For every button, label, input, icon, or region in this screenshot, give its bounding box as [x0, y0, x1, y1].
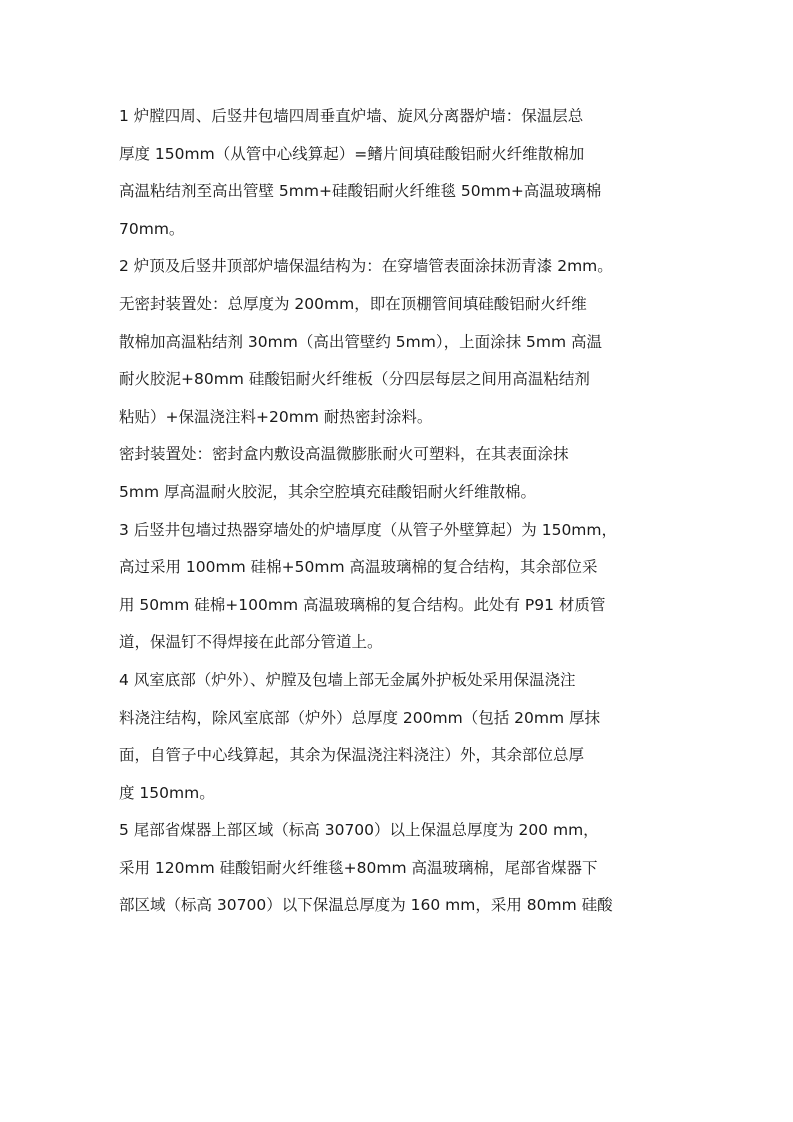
- text-line: 无密封装置处：总厚度为 200mm，即在顶棚管间填硅酸铝耐火纤维: [119, 294, 587, 313]
- text-line: 采用 120mm 硅酸铝耐火纤维毯+80mm 高温玻璃棉，尾部省煤器下: [119, 858, 598, 877]
- text-line: 料浇注结构，除风室底部（炉外）总厚度 200mm（包括 20mm 厚抹: [119, 708, 600, 727]
- paragraph-4: [119, 662, 685, 812]
- text-line: 4 风室底部（炉外）、炉膛及包墙上部无金属外护板处采用保温浇注: [119, 670, 576, 689]
- text-line: 粘贴）+保温浇注料+20mm 耐热密封涂料。: [119, 407, 433, 426]
- text-line: 部区域（标高 30700）以下保温总厚度为 160 mm，采用 80mm 硅酸: [119, 896, 613, 915]
- text-line: 度 150mm。: [119, 783, 215, 802]
- paragraph-seal: [119, 436, 685, 511]
- text-line: 耐火胶泥+80mm 硅酸铝耐火纤维板（分四层每层之间用高温粘结剂: [119, 370, 590, 389]
- paragraph-3: [119, 512, 685, 662]
- paragraph-no-seal: [119, 286, 685, 436]
- text-line: 5mm 厚高温耐火胶泥，其余空腔填充硅酸铝耐火纤维散棉。: [119, 482, 536, 501]
- text-line: 70mm。: [119, 219, 185, 238]
- text-line: 3 后竖井包墙过热器穿墙处的炉墙厚度（从管子外壁算起）为 150mm，: [119, 520, 618, 539]
- text-line: 用 50mm 硅棉+100mm 高温玻璃棉的复合结构。此处有 P91 材质管: [119, 595, 606, 614]
- text-line: 高温粘结剂至高出管壁 5mm+硅酸铝耐火纤维毯 50mm+高温玻璃棉: [119, 182, 602, 201]
- text-line: 道，保温钉不得焊接在此部分管道上。: [119, 633, 383, 652]
- paragraph-5: [119, 812, 685, 925]
- text-line: 2 炉顶及后竖井顶部炉墙保温结构为：在穿墙管表面涂抹沥青漆 2mm。: [119, 257, 613, 276]
- text-line: 5 尾部省煤器上部区域（标高 30700）以上保温总厚度为 200 mm，: [119, 821, 599, 840]
- text-line: 高过采用 100mm 硅棉+50mm 高温玻璃棉的复合结构，其余部位采: [119, 558, 598, 577]
- text-line: 厚度 150mm（从管中心线算起）=鳍片间填硅酸铝耐火纤维散棉加: [119, 144, 585, 163]
- text-line: 散棉加高温粘结剂 30mm（高出管壁约 5mm），上面涂抹 5mm 高温: [119, 332, 602, 351]
- paragraph-2: [119, 248, 685, 286]
- text-line: 1 炉膛四周、后竖井包墙四周垂直炉墙、旋风分离器炉墙：保温层总: [119, 107, 584, 125]
- paragraph-1: [119, 98, 685, 248]
- text-line: 密封装置处：密封盒内敷设高温微膨胀耐火可塑料，在其表面涂抹: [119, 445, 569, 464]
- document-body: [119, 98, 685, 925]
- text-line: 面，自管子中心线算起，其余为保温浇注料浇注）外，其余部位总厚: [119, 746, 585, 765]
